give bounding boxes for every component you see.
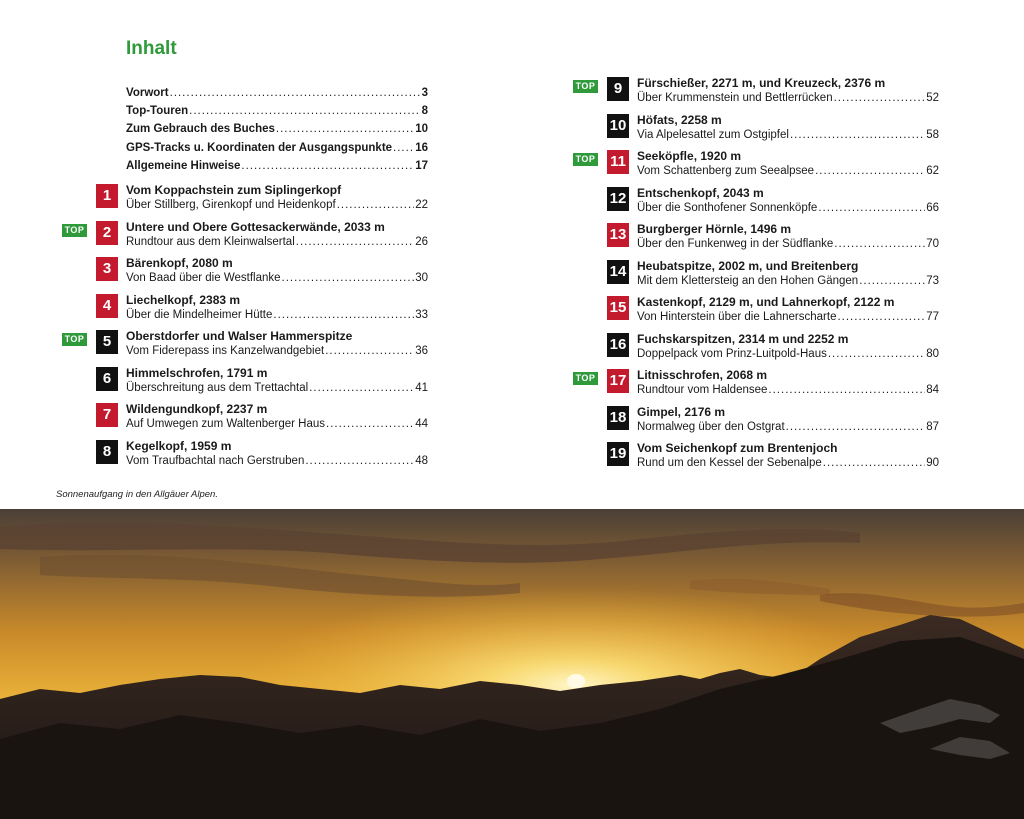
tour-subtitle: Normalweg über den Ostgrat <box>637 420 785 433</box>
leader-dots <box>170 84 421 102</box>
leader-dots <box>241 157 414 175</box>
tour-subtitle-row <box>126 271 428 286</box>
tour-name: Kastenkopf, 2129 m, und Lahnerkopf, 2122 m <box>637 295 895 309</box>
page-title: Inhalt <box>126 38 177 59</box>
intro-item[interactable] <box>126 120 428 138</box>
tour-subtitle-row <box>126 235 428 250</box>
tour-name: Litnisschrofen, 2068 m <box>637 368 768 382</box>
tour-subtitle: Rundtour vom Haldensee <box>637 384 768 396</box>
tour-number: 11 <box>607 150 629 174</box>
tour-subtitle-row <box>637 237 939 252</box>
leader-dots <box>276 120 414 138</box>
intro-item[interactable] <box>126 84 428 102</box>
tour-number: 10 <box>607 114 629 138</box>
tour-text <box>637 186 939 216</box>
tour-subtitle-row <box>126 381 428 396</box>
tour-subtitle: Über die Sonthofener Sonnenköpfe <box>637 201 818 214</box>
tour-page: 84 <box>926 384 939 396</box>
tour-page: 77 <box>926 311 939 323</box>
leader-dots <box>282 271 415 286</box>
tour-page: 87 <box>926 420 939 433</box>
tour-name: Entschenkopf, 2043 m <box>637 185 764 200</box>
tour-number: 19 <box>607 442 629 466</box>
tour-text <box>637 295 939 325</box>
tour-subtitle-row <box>637 456 939 471</box>
tour-subtitle-row <box>637 91 939 106</box>
tour-text <box>637 332 939 362</box>
tour-subtitle-row <box>126 308 428 323</box>
tour-number: 1 <box>96 184 118 208</box>
tour-subtitle: Von Baad über die Westflanke <box>126 272 281 284</box>
top-badge: TOP <box>573 372 598 385</box>
tour-text <box>126 256 428 286</box>
tour-text <box>126 402 428 432</box>
tour-name: Vom Seichenkopf zum Brentenjoch <box>637 441 838 455</box>
tour-subtitle: Überschreitung aus dem Trettachtal <box>126 381 309 394</box>
intro-item[interactable] <box>126 102 428 120</box>
tour-name: Kegelkopf, 1959 m <box>126 438 232 453</box>
tour-number: 8 <box>96 440 118 464</box>
intro-item[interactable] <box>126 139 428 157</box>
intro-item-label: GPS-Tracks u. Koordinaten der Ausgangspunkte <box>126 141 393 154</box>
tour-page: 33 <box>415 308 428 321</box>
tour-page: 90 <box>926 457 939 469</box>
tour-name: Fuchskarspitzen, 2314 m und 2252 m <box>637 331 849 346</box>
tour-name: Seeköpfle, 1920 m <box>637 149 742 163</box>
tour-subtitle: Von Hinterstein über die Lahnerscharte <box>637 311 837 323</box>
tour-text <box>637 113 939 143</box>
tour-page: 58 <box>926 128 939 141</box>
tour-subtitle-row <box>637 310 939 325</box>
tour-text <box>637 149 939 179</box>
leader-dots <box>823 456 925 471</box>
tour-subtitle-row <box>126 198 428 213</box>
tour-subtitle-row <box>637 201 939 216</box>
tour-subtitle: Doppelpack vom Prinz-Luitpold-Haus <box>637 347 827 360</box>
leader-dots <box>325 344 414 359</box>
tour-subtitle: Vom Schattenberg zum Seealpsee <box>637 165 815 177</box>
tour-text <box>126 220 428 250</box>
tour-number: 2 <box>96 221 118 245</box>
tour-subtitle: Auf Umwegen zum Waltenberger Haus <box>126 418 325 430</box>
tour-name: Wildengundkopf, 2237 m <box>126 402 268 416</box>
tour-subtitle-row <box>126 417 428 432</box>
leader-dots <box>859 274 925 289</box>
tour-page: 44 <box>415 418 428 430</box>
tour-subtitle-row <box>637 164 939 179</box>
tour-text <box>637 441 939 471</box>
tour-text <box>126 293 428 323</box>
tour-subtitle: Mit dem Klettersteig an den Hohen Gängen <box>637 274 859 287</box>
leader-dots <box>828 347 925 362</box>
tour-subtitle: Vom Fiderepass ins Kanzelwandgebiet <box>126 345 325 357</box>
tour-page: 70 <box>926 238 939 250</box>
intro-item-page: 10 <box>415 123 428 136</box>
tour-subtitle: Vom Traufbachtal nach Gerstruben <box>126 454 305 467</box>
leader-dots <box>786 420 926 435</box>
tour-name: Vom Koppachstein zum Siplingerkopf <box>126 183 342 197</box>
tour-number: 3 <box>96 257 118 281</box>
leader-dots <box>834 91 926 106</box>
tour-subtitle-row <box>126 454 428 469</box>
tour-text <box>126 366 428 396</box>
tour-number: 16 <box>607 333 629 357</box>
tour-subtitle: Über die Mindelheimer Hütte <box>126 308 273 321</box>
tour-page: 30 <box>415 272 428 284</box>
tour-number: 7 <box>96 403 118 427</box>
tour-name: Liechelkopf, 2383 m <box>126 292 241 307</box>
leader-dots <box>273 308 414 323</box>
leader-dots <box>815 164 925 179</box>
leader-dots <box>818 201 925 216</box>
tour-number: 5 <box>96 330 118 354</box>
tour-name: Heubatspitze, 2002 m, und Breitenberg <box>637 258 859 273</box>
tour-subtitle-row <box>637 128 939 143</box>
tour-name: Untere und Obere Gottesackerwände, 2033 m <box>126 219 385 234</box>
intro-item-page: 16 <box>415 141 428 154</box>
photo-caption: Sonnenaufgang in den Allgäuer Alpen. <box>56 489 218 500</box>
tour-page: 26 <box>415 235 428 248</box>
leader-dots <box>768 383 925 398</box>
tour-name: Bärenkopf, 2080 m <box>126 256 233 270</box>
tour-page: 36 <box>415 345 428 357</box>
tour-subtitle-row <box>637 347 939 362</box>
tour-number: 17 <box>607 369 629 393</box>
top-badge: TOP <box>62 333 87 346</box>
leader-dots <box>837 310 925 325</box>
tour-text <box>637 368 939 398</box>
leader-dots <box>393 139 414 157</box>
top-badge: TOP <box>573 80 598 93</box>
leader-dots <box>337 198 415 213</box>
sunrise-photo <box>0 509 1024 819</box>
tour-name: Burgberger Hörnle, 1496 m <box>637 222 792 236</box>
intro-item-label: Zum Gebrauch des Buches <box>126 123 275 136</box>
tour-subtitle: Über den Funkenweg in der Südflanke <box>637 238 834 250</box>
tour-page: 52 <box>926 92 939 104</box>
tour-subtitle: Über Stillberg, Girenkopf und Heidenkopf <box>126 199 336 211</box>
intro-item-page: 17 <box>415 159 428 172</box>
tour-name: Himmelschrofen, 1791 m <box>126 365 268 380</box>
tour-subtitle: Rundtour aus dem Kleinwalsertal <box>126 235 295 248</box>
tour-text <box>637 259 939 289</box>
tour-page: 62 <box>926 165 939 177</box>
tour-number: 14 <box>607 260 629 284</box>
tour-name: Höfats, 2258 m <box>637 112 722 127</box>
tour-number: 6 <box>96 367 118 391</box>
leader-dots <box>309 381 414 396</box>
tour-subtitle: Über Krummenstein und Bettlerrücken <box>637 92 833 104</box>
tour-number: 18 <box>607 406 629 430</box>
leader-dots <box>296 235 414 250</box>
tour-text <box>126 439 428 469</box>
intro-list <box>126 84 428 175</box>
tour-text <box>637 405 939 435</box>
tour-subtitle: Via Alpelesattel zum Ostgipfel <box>637 128 789 141</box>
tour-name: Fürschießer, 2271 m, und Kreuzeck, 2376 m <box>637 76 886 90</box>
tour-subtitle-row <box>637 420 939 435</box>
intro-item[interactable] <box>126 157 428 175</box>
leader-dots <box>326 417 414 432</box>
leader-dots <box>189 102 420 120</box>
top-badge: TOP <box>62 224 87 237</box>
intro-item-page: 3 <box>421 87 428 99</box>
intro-item-label: Vorwort <box>126 87 169 99</box>
top-badge: TOP <box>573 153 598 166</box>
tour-text <box>126 329 428 359</box>
tour-page: 41 <box>415 381 428 394</box>
tour-subtitle-row <box>637 274 939 289</box>
tour-number: 13 <box>607 223 629 247</box>
tour-name: Gimpel, 2176 m <box>637 404 726 419</box>
tour-text <box>126 183 428 213</box>
tour-number: 9 <box>607 77 629 101</box>
tour-page: 22 <box>415 199 428 211</box>
intro-item-page: 8 <box>421 105 428 118</box>
intro-item-label: Top-Touren <box>126 105 189 118</box>
tour-number: 12 <box>607 187 629 211</box>
leader-dots <box>834 237 925 252</box>
tour-page: 80 <box>926 347 939 360</box>
intro-item-label: Allgemeine Hinweise <box>126 159 241 172</box>
tour-page: 66 <box>926 201 939 214</box>
tour-subtitle-row <box>126 344 428 359</box>
tour-text <box>637 76 939 106</box>
tour-number: 15 <box>607 296 629 320</box>
tour-text <box>637 222 939 252</box>
tour-name: Oberstdorfer und Walser Hammerspitze <box>126 329 353 343</box>
tour-page: 48 <box>415 454 428 467</box>
tour-number: 4 <box>96 294 118 318</box>
leader-dots <box>790 128 925 143</box>
tour-subtitle-row <box>637 383 939 398</box>
tour-page: 73 <box>926 274 939 287</box>
tour-subtitle: Rund um den Kessel der Sebenalpe <box>637 457 822 469</box>
leader-dots <box>305 454 414 469</box>
